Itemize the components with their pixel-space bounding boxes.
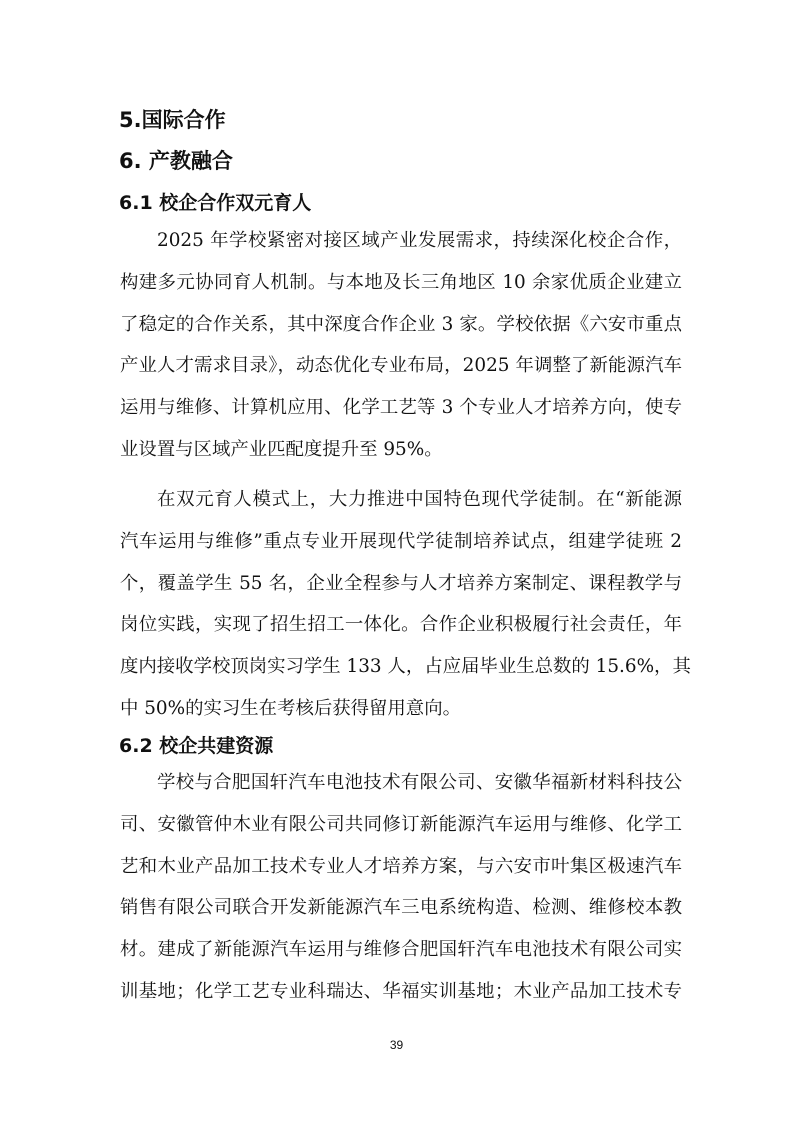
text-line: 在双元育人模式上，大力推进中国特色现代学徒制。在“新能源 [157, 489, 682, 510]
text-line: 汽车运用与维修”重点专业开展现代学徒制培养试点，组建学徒班 2 [120, 530, 682, 552]
text-line: 材。建成了新能源汽车运用与维修合肥国轩汽车电池技术有限公司实 [120, 939, 682, 961]
text-line: 了稳定的合作关系，其中深度合作企业 3 家。学校依据《六安市重点 [120, 313, 682, 335]
paragraph-2 [120, 479, 691, 730]
paragraph-3 [120, 762, 682, 1013]
text-line: 产业人才需求目录》，动态优化专业布局，2025 年调整了新能源汽车 [120, 355, 682, 377]
text-line: 2025 年学校紧密对接区域产业发展需求，持续深化校企合作， [157, 230, 682, 251]
text-line: 业设置与区域产业匹配度提升至 95%。 [120, 438, 443, 460]
text-line: 销售有限公司联合开发新能源汽车三电系统构造、检测、维修校本教 [120, 897, 682, 919]
text-line: 构建多元协同育人机制。与本地及长三角地区 10 余家优质企业建立 [120, 271, 682, 293]
text-line: 个，覆盖学生 55 名，企业全程参与人才培养方案制定、课程教学与 [120, 572, 682, 594]
heading-6-1: 6.1 校企合作双元育人 [119, 192, 312, 214]
heading-international-cooperation: 5.国际合作 [119, 108, 226, 132]
text-line: 训基地；化学工艺专业科瑞达、华福实训基地；木业产品加工技术专 [120, 980, 682, 1002]
heading-industry-education: 6. 产教融合 [119, 149, 233, 173]
text-line: 岗位实践，实现了招生招工一体化。合作企业积极履行社会责任，年 [120, 614, 682, 636]
heading-6-2: 6.2 校企共建资源 [119, 735, 274, 757]
text-line: 运用与维修、计算机应用、化学工艺等 3 个专业人才培养方向，使专 [120, 397, 682, 419]
paragraph-1 [120, 220, 682, 471]
text-line: 司、安徽管仲木业有限公司共同修订新能源汽车运用与维修、化学工 [120, 813, 682, 835]
text-line: 中 50%的实习生在考核后获得留用意向。 [120, 697, 461, 719]
text-line: 学校与合肥国轩汽车电池技术有限公司、安徽华福新材料科技公 [157, 772, 682, 793]
page-number: 39 [389, 1038, 404, 1052]
text-line: 度内接收学校顶岗实习学生 133 人，占应届毕业生总数的 15.6%，其 [120, 656, 691, 678]
text-line: 艺和木业产品加工技术专业人才培养方案，与六安市叶集区极速汽车 [120, 855, 682, 877]
